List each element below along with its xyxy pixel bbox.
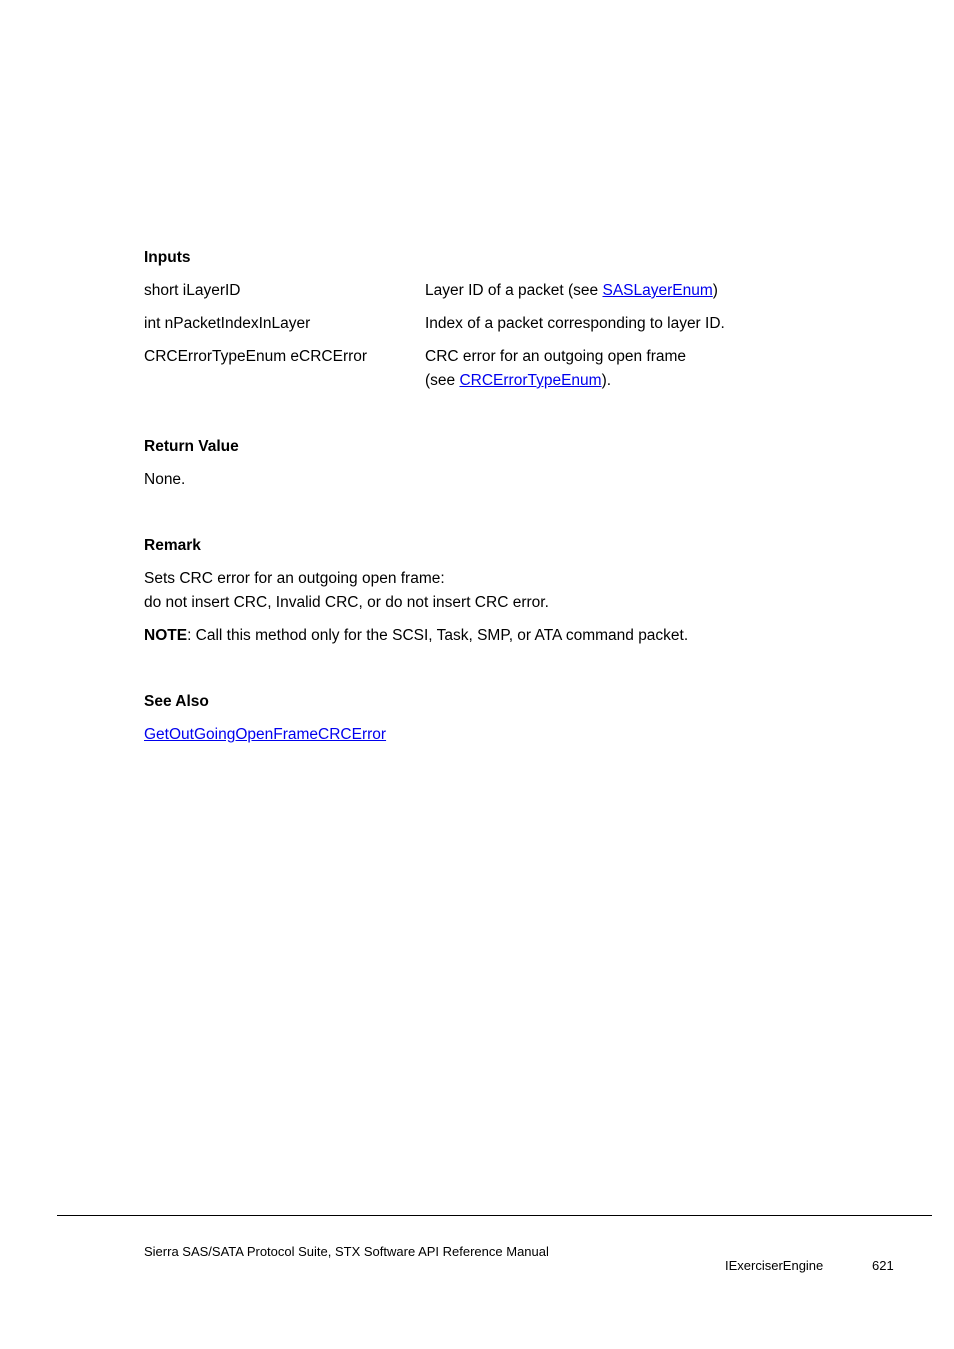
section-name: IExerciserEngine [725, 1258, 824, 1273]
manual-title: Sierra SAS/SATA Protocol Suite, STX Software API Reference Manual [144, 1244, 549, 1259]
footer-divider [57, 1215, 932, 1216]
note-text: : Call this method only for the SCSI, Task, SMP, or ATA command packet. [187, 627, 689, 644]
param-name: CRCErrorTypeEnum eCRCError [144, 348, 368, 365]
desc-text: (see [425, 372, 460, 389]
remark-heading: Remark [144, 537, 201, 554]
see-also-heading: See Also [144, 693, 209, 710]
param-name: int nPacketIndexInLayer [144, 315, 311, 332]
return-value-heading: Return Value [144, 438, 239, 455]
remark-line: do not insert CRC, Invalid CRC, or do not insert CRC error. [144, 594, 549, 611]
desc-text: Layer ID of a packet (see [425, 282, 603, 299]
desc-text: ). [601, 372, 612, 389]
see-also-link[interactable]: GetOutGoingOpenFrameCRCError [144, 726, 387, 743]
remark-line: Sets CRC error for an outgoing open frame: [144, 570, 445, 587]
inputs-heading: Inputs [144, 249, 191, 266]
remark-note [144, 627, 688, 645]
saslayerenum-link[interactable]: SASLayerEnum [602, 282, 713, 299]
note-label: NOTE [144, 627, 188, 644]
return-value-text: None. [144, 471, 186, 488]
page-number: 621 [872, 1258, 894, 1273]
param-desc [425, 282, 718, 300]
desc-text: ) [712, 282, 718, 299]
param-desc: Index of a packet corresponding to layer ID. [425, 315, 725, 332]
param-desc-cont [425, 372, 611, 390]
crcerrortypeenum-link[interactable]: CRCErrorTypeEnum [459, 372, 602, 389]
param-name: short iLayerID [144, 282, 241, 299]
param-desc: CRC error for an outgoing open frame [425, 348, 687, 365]
